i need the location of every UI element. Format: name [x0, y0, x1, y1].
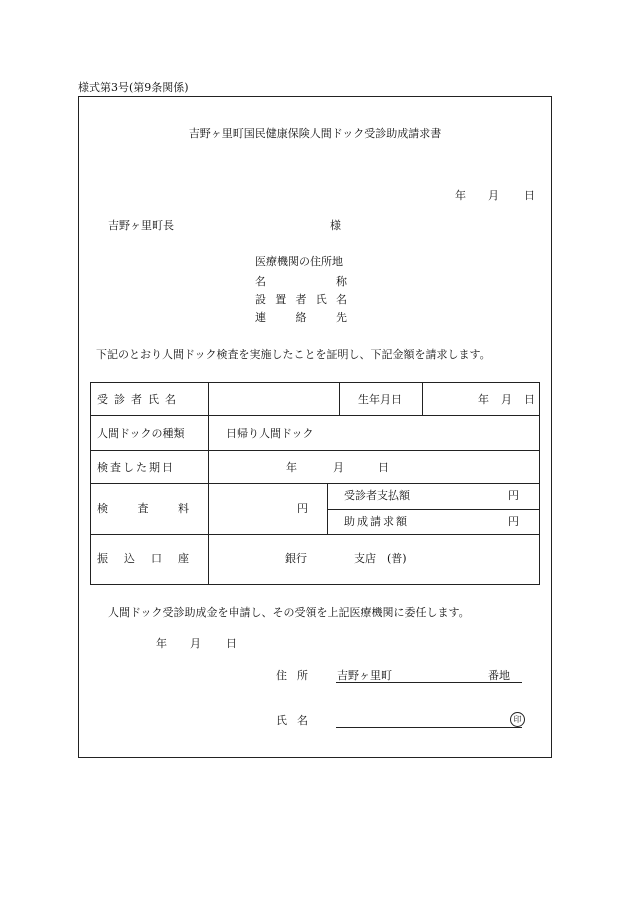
label-char: 氏	[315, 293, 327, 306]
addressee-honorific: 様	[330, 219, 341, 232]
exam-date-label: 検査した期日	[97, 461, 175, 474]
applicant-address-label: 住所	[276, 669, 318, 682]
exam-date-month: 月	[333, 461, 344, 474]
form-number: 様式第3号(第9条関係)	[78, 81, 189, 94]
label-char: 口	[151, 552, 162, 565]
applicant-banchi: 番地	[488, 669, 510, 682]
institution-contact-label	[255, 312, 347, 323]
birthdate-year: 年	[478, 393, 489, 406]
account-type: (普)	[387, 552, 407, 565]
patient-name-label: 受診者氏名	[97, 393, 182, 406]
birthdate-label: 生年月日	[358, 393, 402, 406]
date-top-month: 月	[488, 189, 499, 202]
label-char: 者	[295, 293, 307, 306]
dock-type-label: 人間ドックの種類	[97, 427, 185, 440]
applicant-name-label: 氏名	[276, 714, 318, 727]
seal-mark: 印	[510, 712, 525, 727]
dock-type-value: 日帰り人間ドック	[226, 427, 314, 440]
patient-payment-label: 受診者支払額	[344, 489, 410, 502]
label-char: 絡	[295, 311, 307, 324]
name-underline	[336, 727, 522, 728]
institution-name-label	[255, 276, 347, 287]
label-char: 連	[255, 311, 266, 324]
label-char: 先	[336, 311, 347, 324]
addressee-name: 吉野ヶ里町長	[108, 219, 174, 232]
label-char: 込	[124, 552, 135, 565]
delegation-text: 人間ドック受診助成金を申請し、その受領を上記医療機関に委任します。	[108, 606, 470, 619]
label-char: 称	[336, 275, 347, 288]
label-char: 名	[336, 293, 347, 306]
label-char: 料	[178, 502, 189, 515]
patient-payment-unit: 円	[508, 489, 519, 502]
label-char: 検	[97, 502, 108, 515]
fee-unit: 円	[297, 502, 308, 515]
subsidy-unit: 円	[508, 515, 519, 528]
date-bottom-year: 年	[156, 637, 167, 650]
label-char: 振	[97, 552, 108, 565]
exam-date-year: 年	[286, 461, 297, 474]
branch-label: 支店	[354, 552, 376, 565]
exam-date-day: 日	[378, 461, 389, 474]
label-char: 座	[178, 552, 189, 565]
bank-label: 銀行	[285, 552, 307, 565]
date-top-year: 年	[455, 189, 466, 202]
statement-text: 下記のとおり人間ドック検査を実施したことを証明し、下記金額を請求します。	[96, 348, 491, 361]
applicant-town: 吉野ヶ里町	[337, 669, 392, 682]
birthdate-day: 日	[524, 393, 535, 406]
address-underline	[336, 682, 522, 683]
institution-address-label: 医療機関の住所地	[255, 255, 343, 268]
label-char: 査	[137, 502, 149, 515]
fee-label	[97, 503, 189, 514]
birthdate-month: 月	[501, 393, 512, 406]
subsidy-label: 助成請求額	[344, 515, 409, 528]
label-char: 設	[255, 293, 266, 306]
date-bottom-month: 月	[190, 637, 201, 650]
date-bottom-day: 日	[226, 637, 237, 650]
date-top-day: 日	[524, 189, 535, 202]
form-title: 吉野ヶ里町国民健康保険人間ドック受診助成請求書	[188, 127, 442, 140]
account-label	[97, 553, 189, 564]
label-char: 名	[255, 275, 266, 288]
label-char: 置	[275, 293, 287, 306]
institution-founder-label	[255, 294, 347, 305]
